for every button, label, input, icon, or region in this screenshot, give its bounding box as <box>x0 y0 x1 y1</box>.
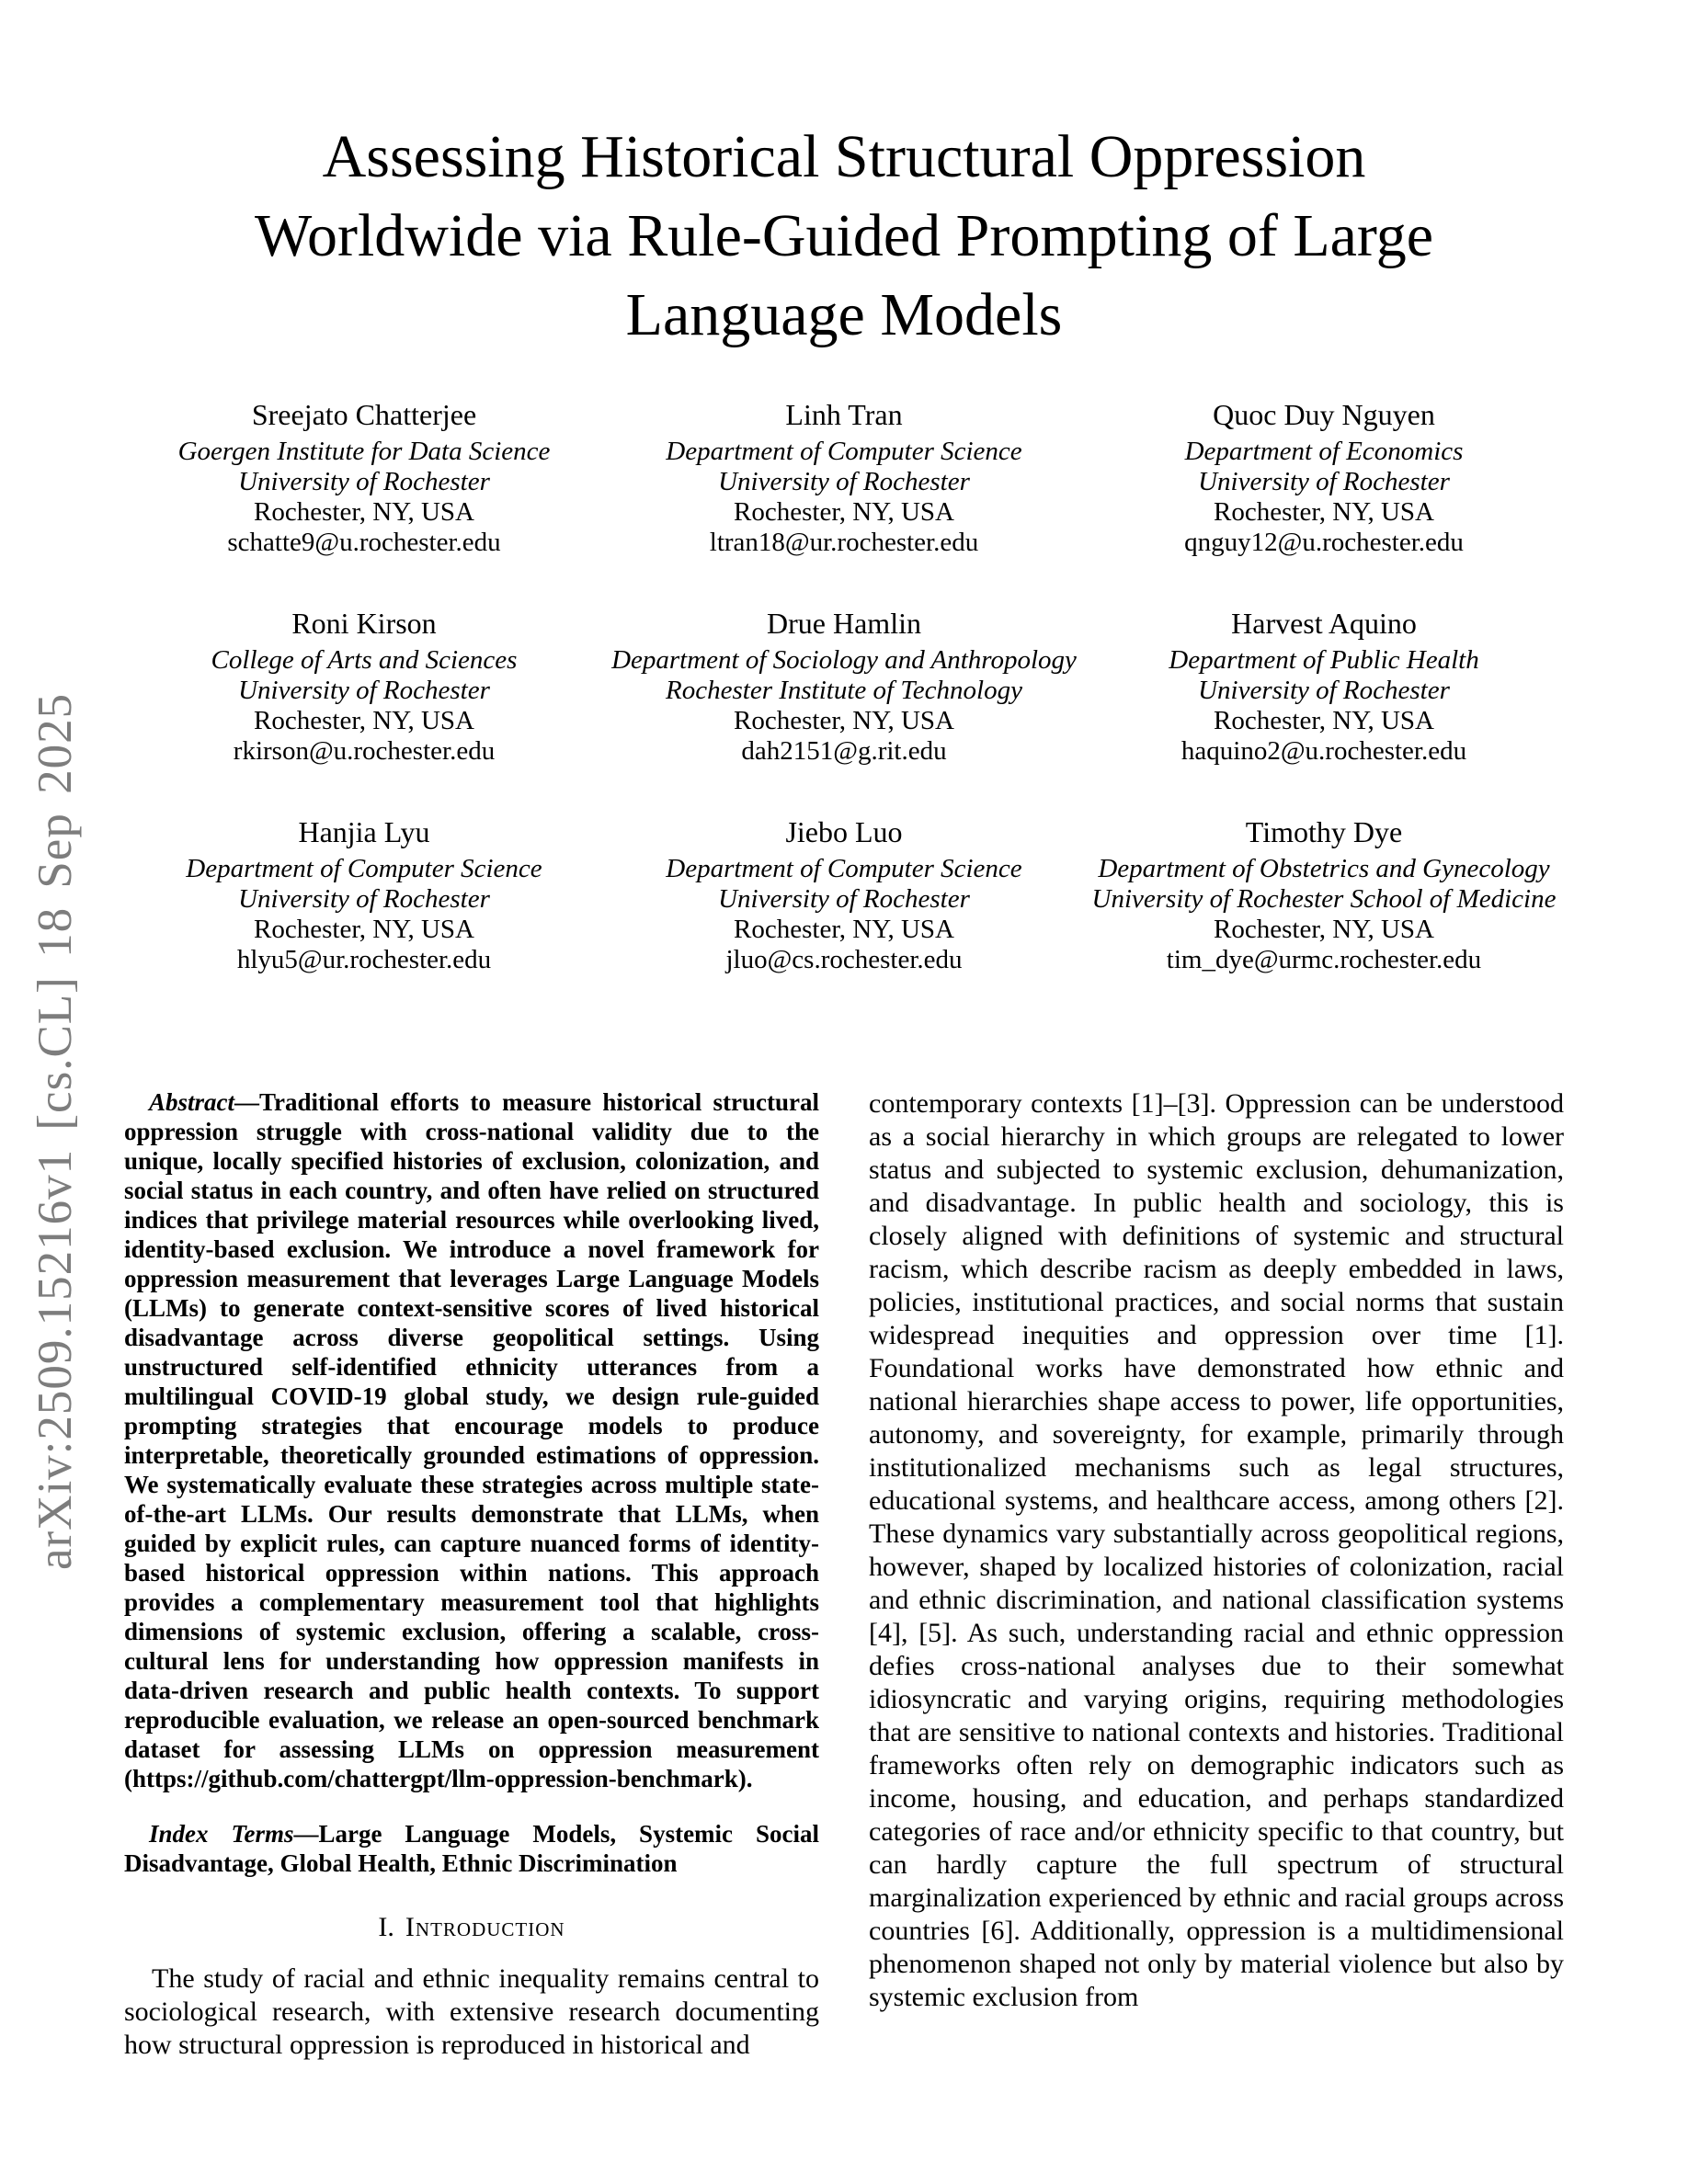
author-block <box>1084 606 1564 767</box>
author-email: schatte9@u.rochester.edu <box>227 528 501 557</box>
introduction-paragraph-left: The study of racial and ethnic inequality remains central to sociological research, with extensive research documenting how structural oppression is reproduced in historical and <box>124 1963 819 2060</box>
paper-title-line-2: Worldwide via Rule-Guided Prompting of Large <box>254 202 1434 269</box>
author-city: Rochester, NY, USA <box>1214 497 1434 527</box>
author-affiliation: University of Rochester <box>238 467 490 496</box>
author-city: Rochester, NY, USA <box>1214 706 1434 735</box>
section-number: I. <box>378 1912 394 1942</box>
author-block <box>124 606 604 767</box>
author-email: jluo@cs.rochester.edu <box>725 945 963 974</box>
author-affiliation: Department of Economics <box>1184 437 1464 466</box>
author-affiliation: University of Rochester <box>718 884 970 914</box>
author-block <box>1084 814 1564 975</box>
abstract-paragraph <box>124 1087 819 1793</box>
author-city: Rochester, NY, USA <box>734 706 954 735</box>
author-email: ltran18@ur.rochester.edu <box>709 528 979 557</box>
author-email: rkirson@u.rochester.edu <box>233 736 496 766</box>
author-affiliation: Department of Computer Science <box>666 437 1022 466</box>
author-affiliation: University of Rochester <box>1198 467 1450 496</box>
body-columns <box>124 1087 1564 2062</box>
author-affiliation: University of Rochester <box>1198 676 1450 705</box>
author-affiliation: University of Rochester <box>718 467 970 496</box>
author-affiliation: College of Arts and Sciences <box>211 645 518 675</box>
author-city: Rochester, NY, USA <box>254 706 474 735</box>
abstract-text: —Traditional efforts to measure historical structural oppression struggle with cross-national validity due to the unique, locally specified histories of exclusion, colonization, and social status in each country, and often have relied on structured indices that privilege material resources while overlooking lived, identity-based exclusion. We introduce a novel framework for oppression measurement that leverages Large Language Models (LLMs) to generate context-sensitive scores of lived historical disadvantage across diverse geopolitical settings. Using unstructured self-identified ethnicity utterances from a multilingual COVID-19 global study, we design rule-guided prompting strategies that encourage models to produce interpretable, theoretically grounded estimations of oppression. We systematically evaluate these strategies across multiple state-of-the-art LLMs. Our results demonstrate that LLMs, when guided by explicit rules, can capture nuanced forms of identity-based historical oppression within nations. This approach provides a complementary measurement tool that highlights dimensions of systemic exclusion, offering a scalable, cross-cultural lens for understanding how oppression manifests in data-driven research and public health contexts. To support reproducible evaluation, we release an open-sourced benchmark dataset for assessing LLMs on oppression measurement ( <box>124 1088 819 1792</box>
paper-title <box>0 118 1688 355</box>
author-email: tim_dye@urmc.rochester.edu <box>1166 945 1482 974</box>
index-terms-label: Index Terms <box>149 1820 294 1848</box>
author-block <box>604 397 1084 558</box>
author-email: hlyu5@ur.rochester.edu <box>236 945 492 974</box>
author-name: Harvest Aquino <box>1231 607 1417 640</box>
author-email: qnguy12@u.rochester.edu <box>1184 528 1464 557</box>
author-email: haquino2@u.rochester.edu <box>1180 736 1467 766</box>
abstract-text-after: ). <box>737 1765 753 1792</box>
author-block <box>604 606 1084 767</box>
author-block <box>1084 397 1564 558</box>
right-column <box>869 1087 1564 2062</box>
index-terms-paragraph <box>124 1819 819 1878</box>
arxiv-watermark: arXiv:2509.15216v1 [cs.CL] 18 Sep 2025 <box>29 692 82 1570</box>
author-name: Drue Hamlin <box>767 607 921 640</box>
author-city: Rochester, NY, USA <box>734 915 954 944</box>
author-name: Hanjia Lyu <box>298 815 430 848</box>
author-affiliation: Department of Public Health <box>1169 645 1479 675</box>
left-column <box>124 1087 819 2062</box>
index-terms-text: —Large Language Models, Systemic Social Disadvantage, Global Health, Ethnic Discrimination <box>124 1820 819 1877</box>
author-affiliation: University of Rochester <box>238 676 490 705</box>
author-affiliation: University of Rochester School of Medicine <box>1091 884 1557 914</box>
authors-grid <box>124 397 1564 975</box>
section-heading-introduction <box>124 1911 819 1944</box>
author-affiliation: Department of Computer Science <box>666 854 1022 883</box>
github-link[interactable]: https://github.com/chattergpt/llm-oppression-benchmark <box>132 1765 738 1792</box>
author-name: Jiebo Luo <box>785 815 903 848</box>
author-block <box>124 814 604 975</box>
author-affiliation: Goergen Institute for Data Science <box>177 437 551 466</box>
author-name: Roni Kirson <box>291 607 437 640</box>
author-email: dah2151@g.rit.edu <box>741 736 947 766</box>
abstract-label: Abstract <box>149 1088 235 1116</box>
author-name: Linh Tran <box>785 398 903 431</box>
author-block <box>124 397 604 558</box>
author-city: Rochester, NY, USA <box>734 497 954 527</box>
author-city: Rochester, NY, USA <box>254 915 474 944</box>
author-affiliation: Department of Computer Science <box>186 854 542 883</box>
author-city: Rochester, NY, USA <box>254 497 474 527</box>
author-city: Rochester, NY, USA <box>1214 915 1434 944</box>
author-affiliation: University of Rochester <box>238 884 490 914</box>
paper-title-line-3: Language Models <box>625 281 1063 348</box>
paper-title-line-1: Assessing Historical Structural Oppression <box>322 123 1366 190</box>
introduction-paragraph-right: contemporary contexts [1]–[3]. Oppression can be understood as a social hierarchy in which groups are relegated to lower status and subjected to systemic exclusion, dehumanization, and disadvantage. In public health and sociology, this is closely aligned with definitions of systemic and structural racism, which describe racism as deeply embedded in laws, policies, institutional practices, and social norms that sustain widespread inequities and oppression over time [1]. Foundational works have demonstrated how ethnic and national hierarchies shape access to power, life opportunities, autonomy, and sovereignty, for example, primarily through institutionalized mechanisms such as legal structures, educational systems, and healthcare access, among others [2]. These dynamics vary substantially across geopolitical regions, however, shaped by localized histories of colonization, racial and ethnic discrimination, and national classification systems [4], [5]. As such, understanding racial and ethnic oppression defies cross-national analyses due to their somewhat idiosyncratic and varying origins, requiring methodologies that are sensitive to national contexts and histories. Traditional frameworks often rely on demographic indicators such as income, housing, and education, and perhaps standardized categories of race and/or ethnicity specific to that country, but can hardly capture the full spectrum of structural marginalization experienced by ethnic and racial groups across countries [6]. Additionally, oppression is a multidimensional phenomenon shaped not only by material violence but also by systemic exclusion from <box>869 1088 1564 2012</box>
author-affiliation: Department of Obstetrics and Gynecology <box>1098 854 1550 883</box>
author-name: Sreejato Chatterjee <box>251 398 477 431</box>
author-name: Quoc Duy Nguyen <box>1213 398 1435 431</box>
author-block <box>604 814 1084 975</box>
section-title: Introduction <box>405 1912 565 1942</box>
author-name: Timothy Dye <box>1245 815 1403 848</box>
author-affiliation: Department of Sociology and Anthropology <box>611 645 1077 675</box>
author-affiliation: Rochester Institute of Technology <box>666 676 1022 705</box>
